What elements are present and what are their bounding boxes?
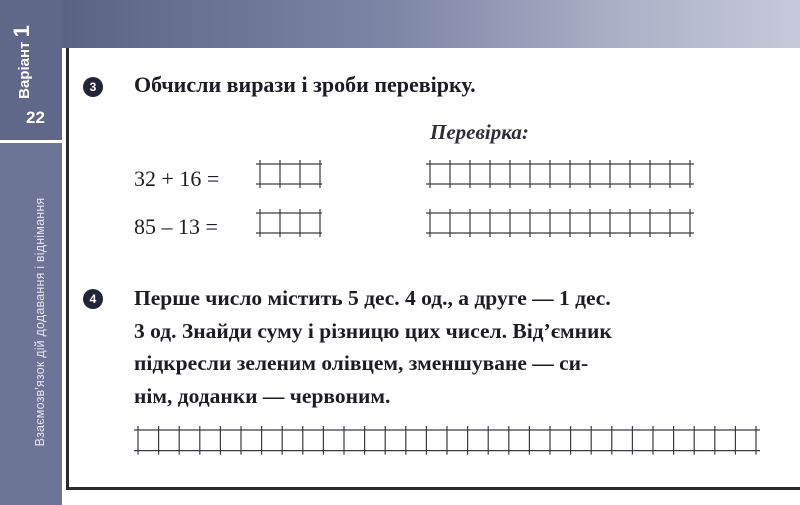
task4-line: нім, доданки — червоним. — [134, 383, 391, 408]
task4-number-badge: 4 — [83, 289, 103, 309]
answer-grid-2[interactable] — [256, 205, 322, 243]
section-title: Взаємозв'язок дій додавання і віднімання — [33, 197, 47, 447]
expression-1: 32 + 16 = — [134, 166, 220, 191]
page-number: 22 — [26, 108, 45, 127]
answer-grid-1[interactable] — [256, 156, 322, 194]
variant-block — [0, 0, 62, 140]
task4-line: Перше число містить 5 дес. 4 од., а друге — 1 дес. — [134, 286, 611, 310]
variant-number: 1 — [9, 25, 34, 38]
sidebar-divider — [0, 140, 62, 143]
task4-line: підкресли зеленим олівцем, зменшуване — си- — [134, 351, 589, 375]
variant-label-text: Варіант — [16, 41, 33, 99]
task3-number-badge: 3 — [83, 77, 103, 97]
sidebar — [0, 0, 62, 505]
expression-2: 85 – 13 = — [134, 214, 218, 239]
task4-line: 3 од. Знайди суму і різницю цих чисел. Від’ємник — [134, 318, 612, 343]
check-grid-2[interactable] — [426, 205, 698, 243]
check-grid-1[interactable] — [426, 156, 698, 194]
check-label: Перевірка: — [430, 120, 529, 144]
task4-text — [134, 282, 774, 412]
header-band — [62, 0, 800, 48]
answer-grid-task4[interactable] — [134, 422, 760, 460]
variant-label — [9, 25, 35, 99]
variant-box — [2, 12, 42, 102]
task3-title: Обчисли вирази і зроби перевірку. — [134, 72, 476, 97]
